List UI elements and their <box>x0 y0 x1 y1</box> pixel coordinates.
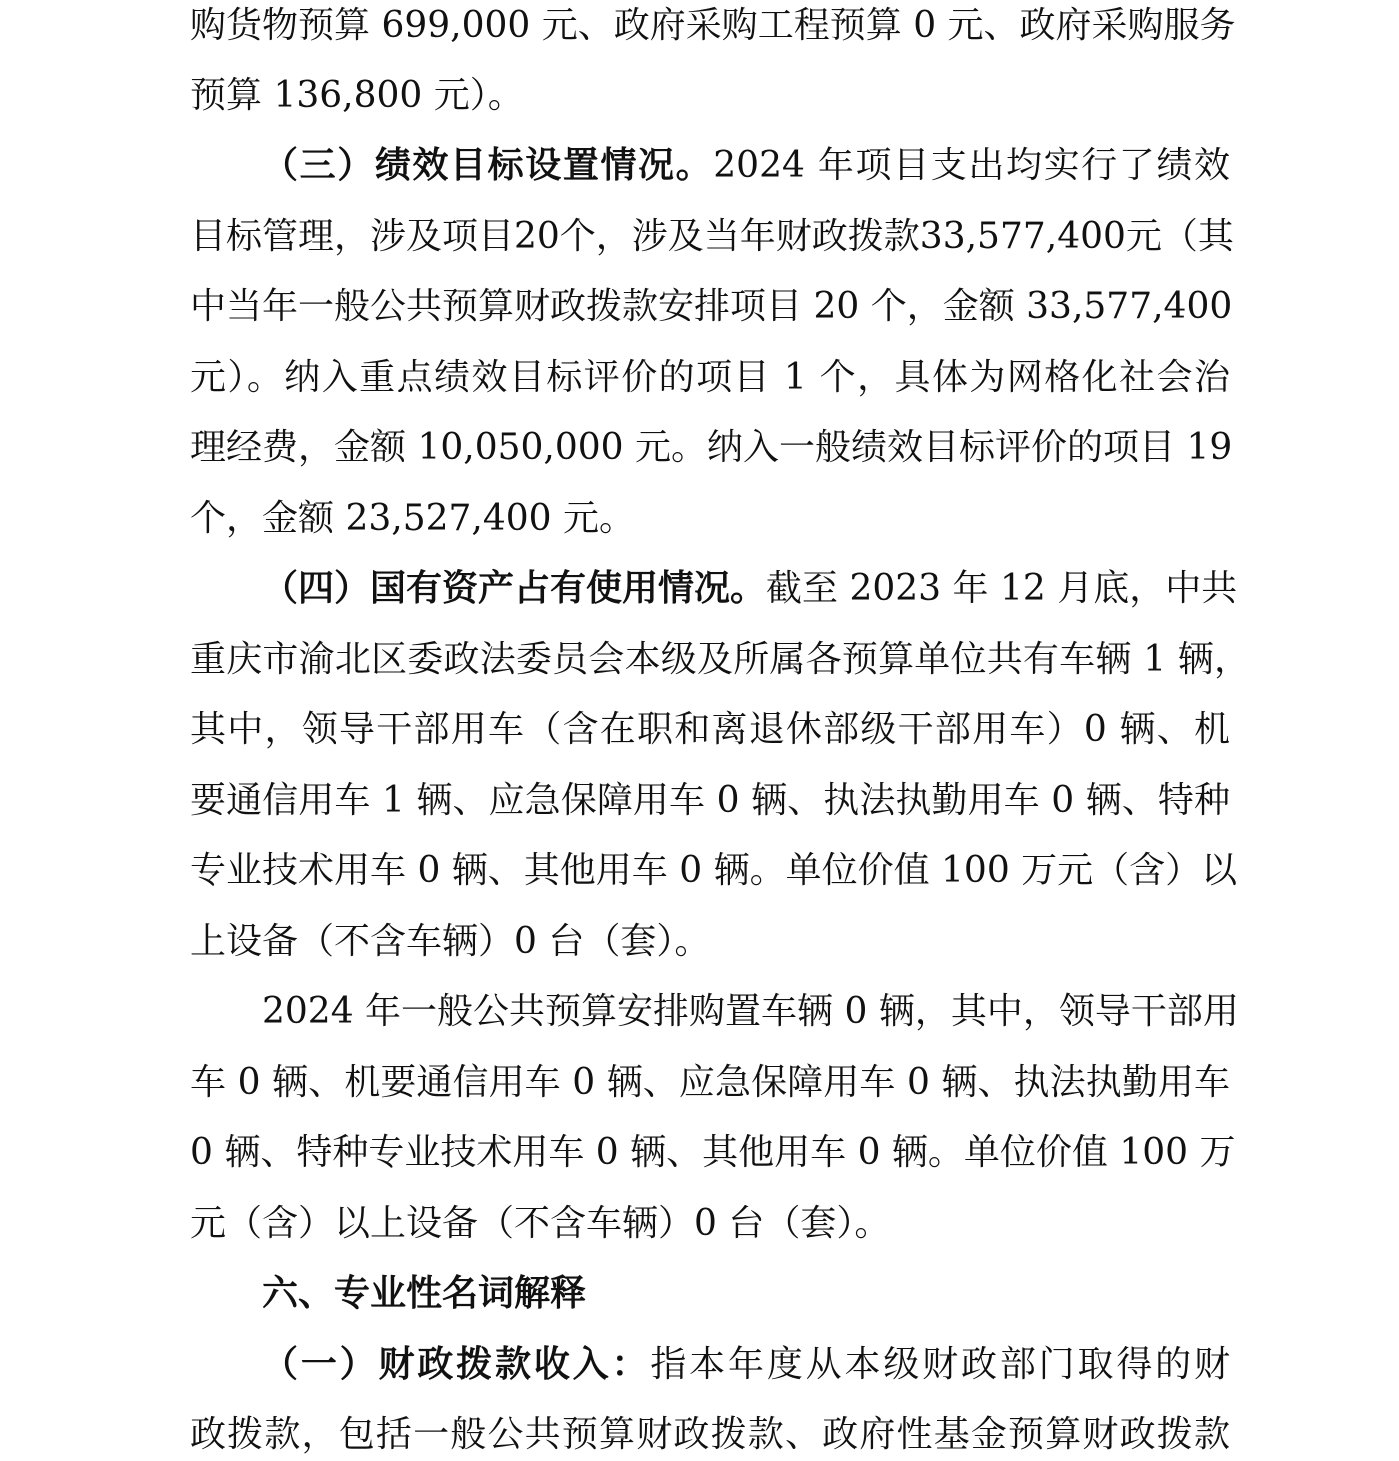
paragraph-line <box>262 1339 1230 1391</box>
paragraph-line: 重庆市渝北区委政法委员会本级及所属各预算单位共有车辆 1 辆， <box>190 639 1250 680</box>
paragraph-line: 要通信用车 1 辆、应急保障用车 0 辆、执法执勤用车 0 辆、特种 <box>190 780 1230 821</box>
paragraph-line: 元（含）以上设备（不含车辆）0 台（套）。 <box>190 1203 891 1244</box>
paragraph-line: 理经费，金额 10,050,000 元。纳入一般绩效目标评价的项目 19 <box>190 427 1233 468</box>
section-heading: 六、专业性名词解释 <box>262 1273 587 1314</box>
paragraph-line: 其中，领导干部用车（含在职和离退休部级干部用车）0 辆、机 <box>190 709 1230 750</box>
paragraph-line: 0 辆、特种专业技术用车 0 辆、其他用车 0 辆。单位价值 100 万 <box>190 1132 1236 1173</box>
paragraph-line: 车 0 辆、机要通信用车 0 辆、应急保障用车 0 辆、执法执勤用车 <box>190 1062 1230 1103</box>
paragraph-line: 购货物预算 699,000 元、政府采购工程预算 0 元、政府采购服务 <box>190 5 1236 46</box>
paragraph-line: 目标管理，涉及项目20个，涉及当年财政拨款33,577,400元（其 <box>190 216 1234 257</box>
paragraph-text: 指本年度从本级财政部门取得的财 <box>650 1344 1230 1385</box>
subsection-heading: （三）绩效目标设置情况。 <box>262 145 714 186</box>
paragraph-line: 元）。纳入重点绩效目标评价的项目 1 个，具体为网格化社会治 <box>190 357 1230 398</box>
subsection-heading: （四）国有资产占有使用情况。 <box>262 568 767 609</box>
subsection-heading: （一）财政拨款收入： <box>262 1344 651 1385</box>
paragraph-line <box>262 140 1230 192</box>
paragraph-text: 截至 2023 年 12 月底，中共 <box>766 568 1238 609</box>
paragraph-line: 中当年一般公共预算财政拨款安排项目 20 个，金额 33,577,400 <box>190 286 1233 327</box>
paragraph-line: 2024 年一般公共预算安排购置车辆 0 辆，其中，领导干部用 <box>262 991 1239 1032</box>
paragraph-line: 政拨款，包括一般公共预算财政拨款、政府性基金预算财政拨款 <box>190 1414 1230 1455</box>
paragraph-line <box>262 563 1238 615</box>
paragraph-text: 2024 年项目支出均实行了绩效 <box>713 145 1230 186</box>
paragraph-line: 专业技术用车 0 辆、其他用车 0 辆。单位价值 100 万元（含）以 <box>190 850 1238 891</box>
paragraph-line: 上设备（不含车辆）0 台（套）。 <box>190 921 711 962</box>
paragraph-line: 预算 136,800 元）。 <box>190 75 524 116</box>
paragraph-line: 个，金额 23,527,400 元。 <box>190 498 636 539</box>
